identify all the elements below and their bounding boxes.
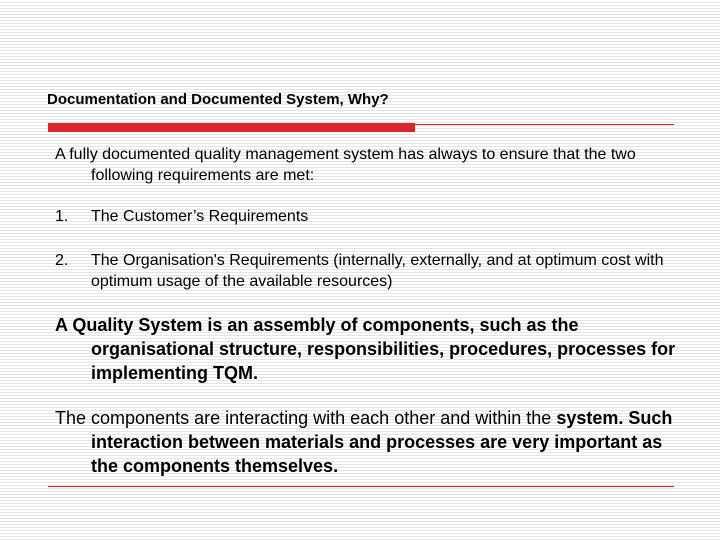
- title-accent-bar: [48, 123, 415, 132]
- intro-paragraph: A fully documented quality management system has always to ensure that the two following requirements are met:: [55, 146, 636, 184]
- list-item-number: 1.: [55, 208, 69, 225]
- slide-content: [55, 144, 685, 478]
- list-item: [55, 250, 685, 292]
- quality-system-paragraph: A Quality System is an assembly of components, such as the organisational structure, responsibilities, procedures, processes for implementing TQM.: [55, 315, 676, 383]
- components-paragraph: [55, 406, 685, 478]
- components-rest-text: system. Such interaction between materials and processes are very important as the components themselves.: [91, 408, 673, 476]
- list-item: [55, 206, 685, 227]
- list-item-text: The Customer’s Requirements: [91, 208, 309, 225]
- list-item-number: 2.: [55, 252, 69, 269]
- list-item-text: The Organisation's Requirements (internally, externally, and at optimum cost with optimum usage of the available resources): [91, 252, 664, 290]
- bottom-divider-line: [48, 486, 674, 487]
- slide-title: Documentation and Documented System, Why?: [47, 91, 389, 108]
- requirements-list: [55, 206, 685, 292]
- components-lead-text: The components are interacting with each other and within the: [55, 408, 552, 428]
